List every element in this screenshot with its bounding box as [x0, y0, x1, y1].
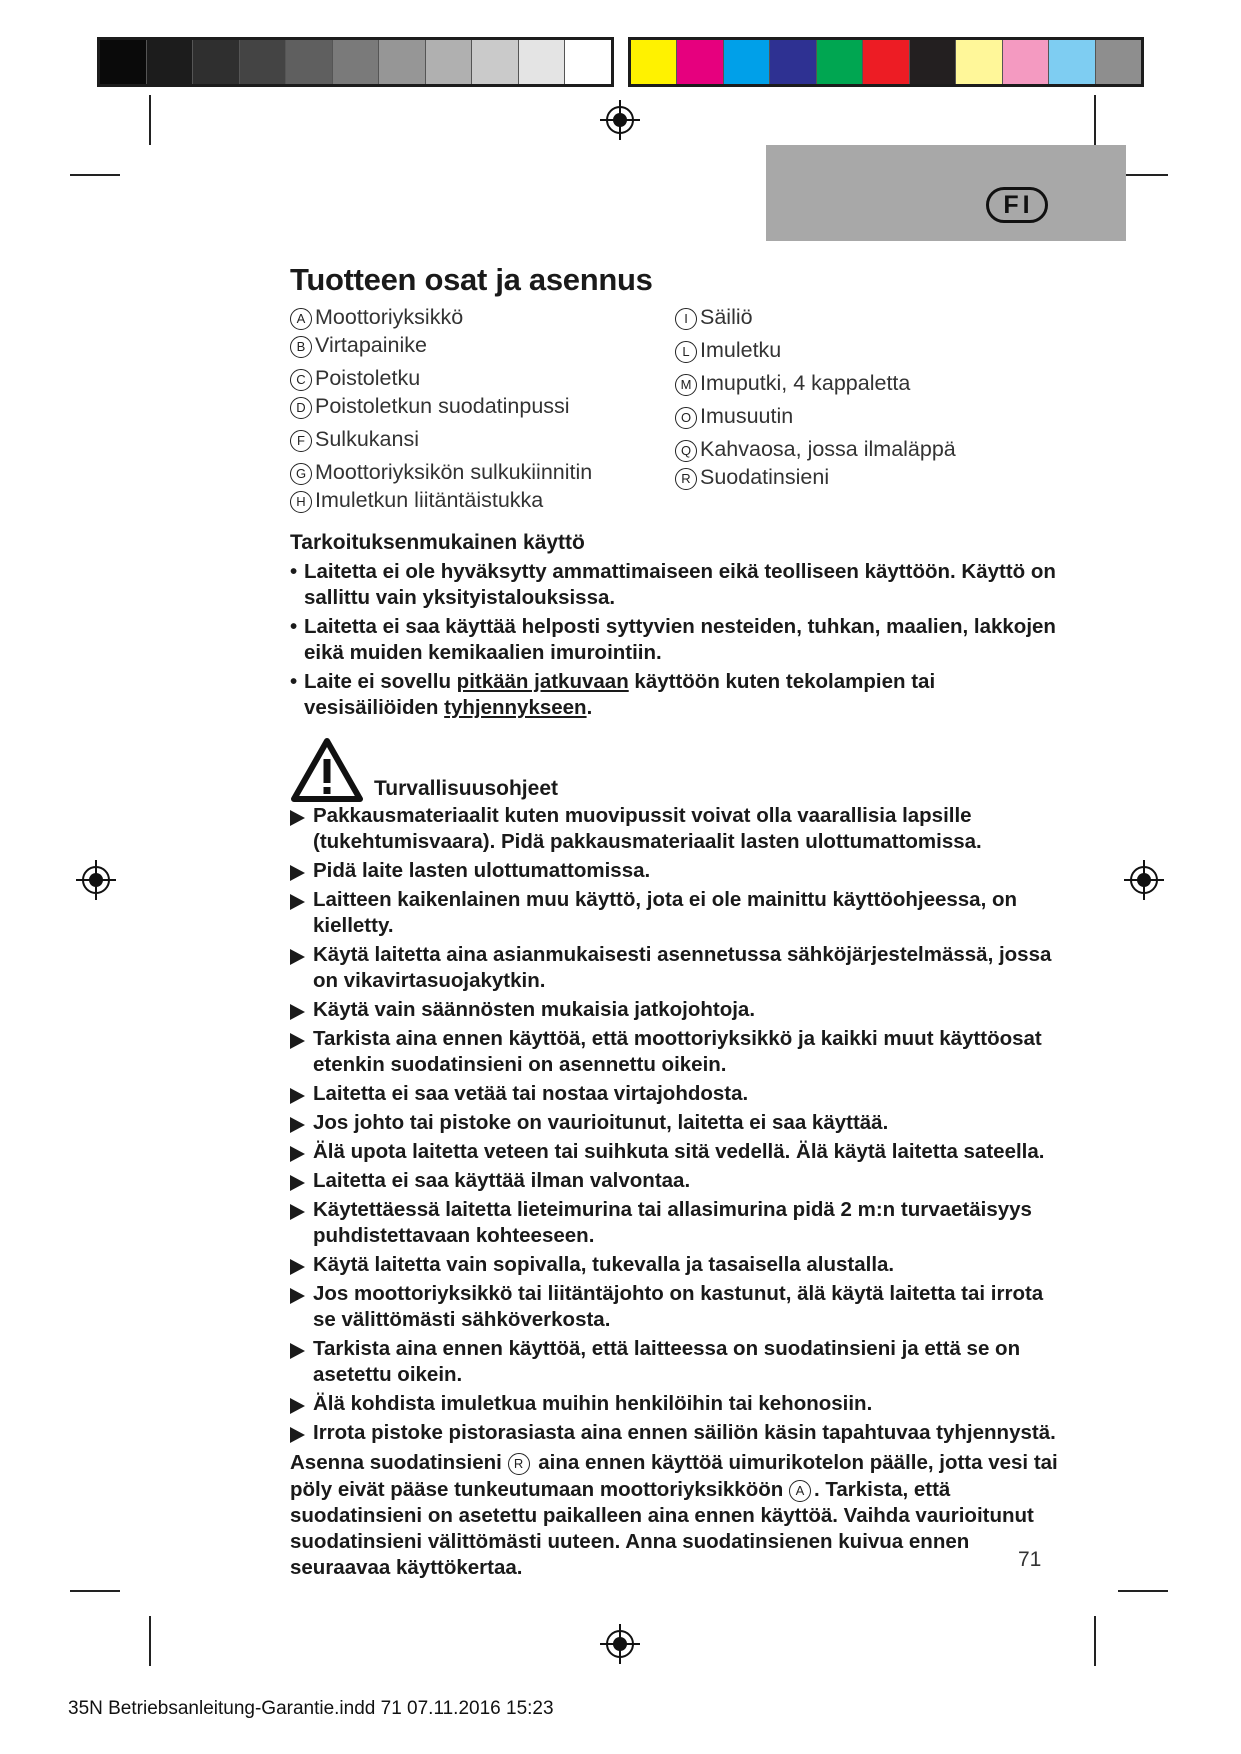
color-swatch — [910, 40, 956, 84]
bullet-arrow-icon — [290, 949, 305, 965]
color-swatch — [956, 40, 1002, 84]
bullet-arrow-icon — [290, 1427, 305, 1443]
bullet-arrow-icon — [290, 1175, 305, 1191]
language-badge: FI — [986, 187, 1048, 223]
color-swatch — [286, 40, 333, 84]
crop-mark — [70, 1590, 120, 1592]
color-swatch — [770, 40, 816, 84]
crop-mark — [70, 174, 120, 176]
color-swatch — [631, 40, 677, 84]
safety-item: Pakkausmateriaalit kuten muovipussit voivat olla vaarallisia lapsille (tukehtumisvaara). Pidä pakkausmateriaalit lasten ulottumattomissa. — [290, 803, 1060, 855]
color-swatch — [193, 40, 240, 84]
bullet-arrow-icon — [290, 1259, 305, 1275]
bullet-arrow-icon — [290, 894, 305, 910]
safety-item: Käytä vain säännösten mukaisia jatkojohtoja. — [290, 997, 1060, 1023]
color-swatch — [1049, 40, 1095, 84]
color-swatch — [100, 40, 147, 84]
safety-item: Käytettäessä laitetta lieteimurina tai allasimurina pidä 2 m:n turvaetäisyys puhdistettavaan kohteeseen. — [290, 1197, 1060, 1249]
registration-mark-icon — [76, 860, 116, 900]
color-swatch — [1003, 40, 1049, 84]
safety-item: Pidä laite lasten ulottumattomissa. — [290, 858, 1060, 884]
color-swatch — [1096, 40, 1141, 84]
color-swatch — [519, 40, 566, 84]
color-swatch — [863, 40, 909, 84]
bullet-arrow-icon — [290, 1088, 305, 1104]
bullet-arrow-icon — [290, 1033, 305, 1049]
safety-item: Tarkista aina ennen käyttöä, että laitteessa on suodatinsieni ja että se on asetettu oikein. — [290, 1336, 1060, 1388]
bullet-arrow-icon — [290, 1204, 305, 1220]
list-item: • Laite ei sovellu pitkään jatkuvaan käyttöön kuten tekolampien tai vesisäiliöiden tyhjennykseen. — [290, 670, 936, 719]
color-swatch — [240, 40, 287, 84]
part-item: B Virtapainike — [290, 332, 675, 359]
part-item: M Imuputki, 4 kappaletta — [675, 370, 1060, 397]
safety-list — [290, 803, 1060, 1446]
file-footer: 35N Betriebsanleitung-Garantie.indd 71 07.11.2016 15:23 — [68, 1698, 554, 1719]
color-swatch — [472, 40, 519, 84]
safety-item: Käytä laitetta aina asianmukaisesti asennetussa sähköjärjestelmässä, jossa on vikavirtasuojakytkin. — [290, 942, 1060, 994]
color-swatch — [565, 40, 611, 84]
safety-item: Käytä laitetta vain sopivalla, tukevalla ja tasaisella alustalla. — [290, 1252, 1060, 1278]
bullet-arrow-icon — [290, 1004, 305, 1020]
list-item: • Laitetta ei ole hyväksytty ammattimaiseen eikä teolliseen käyttöön. Käyttö on sallittu vain yksityistalouksissa. — [290, 560, 1056, 609]
bullet-arrow-icon — [290, 1343, 305, 1359]
bullet-arrow-icon — [290, 810, 305, 826]
registration-mark-icon — [1124, 860, 1164, 900]
part-item: L Imuletku — [675, 337, 1060, 364]
color-swatch — [724, 40, 770, 84]
color-swatch — [426, 40, 473, 84]
page-content — [290, 262, 1060, 1581]
parts-column-left — [290, 304, 675, 515]
bullet-arrow-icon — [290, 1117, 305, 1133]
bullet-arrow-icon — [290, 1146, 305, 1162]
bullet-arrow-icon — [290, 865, 305, 881]
part-item: C Poistoletku — [290, 365, 675, 392]
crop-mark — [1094, 1616, 1096, 1666]
parts-list — [290, 304, 1060, 515]
intended-use-heading: Tarkoituksenmukainen käyttö — [290, 531, 585, 554]
safety-item: Laitetta ei saa käyttää ilman valvontaa. — [290, 1168, 1060, 1194]
part-item: O Imusuutin — [675, 403, 1060, 430]
warning-icon — [290, 737, 364, 803]
final-paragraph: Asenna suodatinsieni R aina ennen käyttöä uimurikotelon päälle, jotta vesi tai pöly eivät pääse tunkeutumaan moottoriyksikköön A . Tarkista, että suodatinsieni on asetettu paikalleen aina ennen käyttöä. Vaihda vaurioitunut suodatinsieni välittömästi uuteen. Anna suodatinsienen kuivua ennen seuraavaa käyttökertaa. — [290, 1451, 1058, 1579]
color-swatch — [147, 40, 194, 84]
color-swatch — [379, 40, 426, 84]
color-swatch — [333, 40, 380, 84]
safety-item: Irrota pistoke pistorasiasta aina ennen säiliön käsin tapahtuvaa tyhjennystä. — [290, 1420, 1060, 1446]
page-number: 71 — [1018, 1548, 1042, 1571]
part-item: R Suodatinsieni — [675, 464, 1060, 491]
safety-item: Laitetta ei saa vetää tai nostaa virtajohdosta. — [290, 1081, 1060, 1107]
bullet-arrow-icon — [290, 1398, 305, 1414]
safety-item: Älä kohdista imuletkua muihin henkilöihin tai kehonosiin. — [290, 1391, 1060, 1417]
part-item: D Poistoletkun suodatinpussi — [290, 393, 675, 420]
part-item: H Imuletkun liitäntäistukka — [290, 487, 675, 514]
crop-mark — [1118, 1590, 1168, 1592]
color-swatch — [677, 40, 723, 84]
safety-item: Älä upota laitetta veteen tai suihkuta sitä vedellä. Älä käytä laitetta sateella. — [290, 1139, 1060, 1165]
safety-heading-row — [290, 731, 1060, 803]
crop-mark — [149, 1616, 151, 1666]
crop-mark — [149, 95, 151, 145]
safety-heading: Turvallisuusohjeet — [374, 777, 558, 800]
part-item: G Moottoriyksikön sulkukiinnitin — [290, 459, 675, 486]
page-title: Tuotteen osat ja asennus — [290, 262, 653, 297]
part-item: Q Kahvaosa, jossa ilmaläppä — [675, 436, 1060, 463]
safety-item: Laitteen kaikenlainen muu käyttö, jota ei ole mainittu käyttöohjeessa, on kielletty. — [290, 887, 1060, 939]
crop-mark — [1094, 95, 1096, 145]
list-item: • Laitetta ei saa käyttää helposti syttyvien nesteiden, tuhkan, maalien, lakkojen eikä muiden kemikaalien imurointiin. — [290, 615, 1056, 664]
registration-mark-icon — [600, 1624, 640, 1664]
registration-mark-icon — [600, 100, 640, 140]
parts-column-right — [675, 304, 1060, 515]
part-item: A Moottoriyksikkö — [290, 304, 675, 331]
safety-item: Jos moottoriyksikkö tai liitäntäjohto on kastunut, älä käytä laitetta tai irrota se välittömästi sähköverkosta. — [290, 1281, 1060, 1333]
language-tab — [766, 145, 1126, 241]
grayscale-bar — [97, 37, 614, 87]
safety-item: Jos johto tai pistoke on vaurioitunut, laitetta ei saa käyttää. — [290, 1110, 1060, 1136]
color-swatch — [817, 40, 863, 84]
safety-item: Tarkista aina ennen käyttöä, että moottoriyksikkö ja kaikki muut käyttöosat etenkin suodatinsieni on asennettu oikein. — [290, 1026, 1060, 1078]
part-item: I Säiliö — [675, 304, 1060, 331]
color-bar — [628, 37, 1144, 87]
part-item: F Sulkukansi — [290, 426, 675, 453]
bullet-arrow-icon — [290, 1288, 305, 1304]
